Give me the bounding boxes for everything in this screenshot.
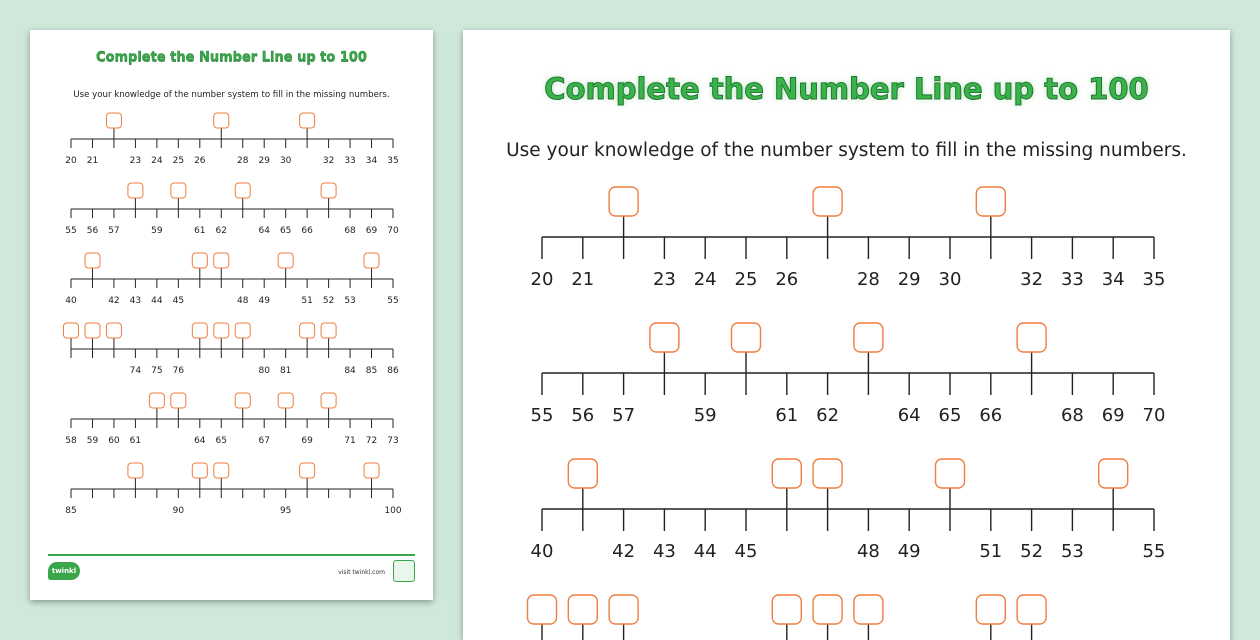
answer-box[interactable] — [300, 113, 315, 128]
tick-label: 30 — [279, 156, 292, 166]
tick-label: 57 — [612, 405, 636, 426]
answer-box[interactable] — [321, 183, 336, 198]
tick-label: 85 — [65, 506, 77, 516]
answer-box[interactable] — [214, 323, 229, 338]
twinkl-logo: twinkl — [48, 562, 80, 580]
tick-label: 32 — [322, 156, 335, 166]
tick-label: 66 — [301, 226, 313, 236]
tick-label: 33 — [344, 156, 356, 166]
tick-label: 55 — [65, 226, 77, 236]
answer-box[interactable] — [364, 463, 379, 478]
answer-box[interactable] — [609, 595, 638, 624]
tick-label: 62 — [816, 405, 840, 426]
answer-box[interactable] — [609, 187, 638, 216]
tick-label: 90 — [172, 506, 185, 516]
tick-label: 56 — [571, 405, 595, 426]
answer-box[interactable] — [976, 187, 1005, 216]
tick-label: 59 — [151, 226, 163, 236]
answer-box[interactable] — [568, 595, 597, 624]
answer-box[interactable] — [1017, 595, 1046, 624]
tick-label: 76 — [172, 366, 185, 376]
tick-label: 59 — [693, 405, 717, 426]
tick-label: 53 — [1060, 541, 1084, 562]
number-line-1 — [531, 187, 1166, 290]
footer-url: visit twinkl.com — [338, 569, 385, 576]
tick-label: 35 — [387, 156, 399, 166]
badge-icon — [393, 560, 415, 582]
tick-label: 59 — [86, 436, 99, 446]
tick-label: 84 — [344, 366, 356, 376]
number-line-2 — [531, 323, 1166, 426]
tick-label: 100 — [384, 506, 402, 516]
tick-label: 40 — [530, 541, 554, 562]
tick-label: 71 — [344, 436, 356, 446]
answer-box[interactable] — [64, 323, 79, 338]
tick-label: 85 — [365, 366, 378, 376]
answer-box[interactable] — [106, 113, 121, 128]
tick-label: 20 — [530, 269, 554, 290]
tick-label: 73 — [387, 436, 399, 446]
tick-label: 51 — [979, 541, 1003, 562]
tick-label: 64 — [194, 436, 206, 446]
tick-label: 57 — [108, 226, 120, 236]
tick-label: 80 — [258, 366, 270, 376]
tick-label: 42 — [108, 296, 120, 306]
tick-label: 58 — [65, 436, 77, 446]
answer-box[interactable] — [235, 323, 250, 338]
tick-label: 68 — [1060, 405, 1084, 426]
answer-box[interactable] — [214, 463, 229, 478]
number-line-2 — [65, 183, 399, 236]
answer-box[interactable] — [732, 323, 761, 352]
tick-label: 34 — [365, 156, 378, 166]
tick-label: 56 — [86, 226, 99, 236]
tick-label: 86 — [387, 366, 399, 376]
tick-label: 52 — [322, 296, 335, 306]
answer-box[interactable] — [171, 183, 186, 198]
tick-label: 26 — [775, 269, 799, 290]
tick-label: 67 — [258, 436, 270, 446]
tick-label: 25 — [172, 156, 185, 166]
tick-label: 44 — [151, 296, 163, 306]
number-line-4 — [528, 595, 1166, 640]
answer-box[interactable] — [128, 463, 143, 478]
answer-box[interactable] — [149, 393, 164, 408]
answer-box[interactable] — [85, 253, 100, 268]
answer-box[interactable] — [813, 187, 842, 216]
answer-box[interactable] — [1017, 323, 1046, 352]
tick-label: 55 — [530, 405, 554, 426]
answer-box[interactable] — [235, 393, 250, 408]
tick-label: 70 — [1142, 405, 1166, 426]
number-line-4 — [64, 323, 399, 376]
worksheet-title: Complete the Number Line up to 100 — [96, 50, 367, 65]
tick-label: 61 — [775, 405, 799, 426]
answer-box[interactable] — [813, 595, 842, 624]
tick-label: 42 — [612, 541, 636, 562]
tick-label: 29 — [897, 269, 921, 290]
tick-label: 40 — [65, 296, 77, 306]
tick-label: 24 — [693, 269, 717, 290]
tick-label: 65 — [938, 405, 962, 426]
tick-label: 70 — [387, 226, 399, 236]
answer-box[interactable] — [976, 595, 1005, 624]
tick-label: 43 — [652, 541, 676, 562]
answer-box[interactable] — [214, 113, 229, 128]
tick-label: 52 — [1020, 541, 1044, 562]
answer-box[interactable] — [772, 595, 801, 624]
answer-box[interactable] — [568, 459, 597, 488]
tick-label: 33 — [1060, 269, 1084, 290]
number-line-5 — [65, 393, 398, 446]
tick-label: 61 — [129, 436, 142, 446]
tick-label: 48 — [856, 541, 880, 562]
tick-label: 35 — [1142, 269, 1166, 290]
number-lines-svg-small — [30, 30, 433, 530]
tick-label: 51 — [301, 296, 313, 306]
tick-label: 49 — [897, 541, 921, 562]
worksheet-instruction-large: Use your knowledge of the number system to fill in the missing numbers. — [506, 140, 1187, 161]
answer-box[interactable] — [321, 323, 336, 338]
answer-box[interactable] — [321, 393, 336, 408]
tick-label: 23 — [129, 156, 142, 166]
tick-label: 45 — [172, 296, 185, 306]
answer-box[interactable] — [235, 183, 250, 198]
tick-label: 55 — [1142, 541, 1166, 562]
tick-label: 28 — [237, 156, 249, 166]
tick-label: 64 — [897, 405, 921, 426]
answer-box[interactable] — [772, 459, 801, 488]
answer-box[interactable] — [171, 393, 186, 408]
tick-label: 69 — [365, 226, 378, 236]
tick-label: 65 — [279, 226, 292, 236]
tick-label: 75 — [151, 366, 163, 376]
tick-label: 48 — [237, 296, 249, 306]
answer-box[interactable] — [528, 595, 557, 624]
tick-label: 53 — [344, 296, 356, 306]
tick-label: 72 — [365, 436, 378, 446]
answer-box[interactable] — [854, 323, 883, 352]
answer-box[interactable] — [300, 463, 315, 478]
tick-label: 21 — [571, 269, 595, 290]
tick-label: 30 — [938, 269, 962, 290]
number-lines-svg-large — [463, 30, 1230, 640]
tick-label: 29 — [258, 156, 270, 166]
answer-box[interactable] — [650, 323, 679, 352]
tick-label: 25 — [734, 269, 758, 290]
number-line-1 — [65, 113, 398, 166]
number-line-6 — [65, 463, 402, 516]
tick-label: 21 — [86, 156, 99, 166]
tick-label: 49 — [258, 296, 270, 306]
answer-box[interactable] — [813, 459, 842, 488]
tick-label: 61 — [194, 226, 206, 236]
answer-box[interactable] — [364, 253, 379, 268]
answer-box[interactable] — [192, 323, 207, 338]
number-line-3 — [531, 459, 1166, 562]
tick-label: 32 — [1020, 269, 1044, 290]
tick-label: 28 — [856, 269, 880, 290]
tick-label: 69 — [301, 436, 313, 446]
tick-label: 81 — [279, 366, 292, 376]
tick-label: 20 — [65, 156, 77, 166]
footer-divider — [48, 554, 415, 556]
answer-box[interactable] — [278, 253, 293, 268]
answer-box[interactable] — [854, 595, 883, 624]
answer-box[interactable] — [192, 253, 207, 268]
answer-box[interactable] — [278, 393, 293, 408]
answer-box[interactable] — [1099, 459, 1128, 488]
answer-box[interactable] — [300, 323, 315, 338]
tick-label: 34 — [1101, 269, 1125, 290]
number-line-3 — [65, 253, 398, 306]
tick-label: 55 — [387, 296, 399, 306]
tick-label: 95 — [279, 506, 292, 516]
tick-label: 64 — [258, 226, 270, 236]
tick-label: 68 — [344, 226, 356, 236]
tick-label: 69 — [1101, 405, 1125, 426]
tick-label: 44 — [693, 541, 717, 562]
answer-box[interactable] — [936, 459, 965, 488]
answer-box[interactable] — [128, 183, 143, 198]
tick-label: 66 — [979, 405, 1003, 426]
worksheet-zoomed — [463, 30, 1230, 640]
answer-box[interactable] — [214, 253, 229, 268]
answer-box[interactable] — [192, 463, 207, 478]
tick-label: 43 — [129, 296, 142, 306]
tick-label: 23 — [652, 269, 676, 290]
tick-label: 60 — [108, 436, 120, 446]
tick-label: 45 — [734, 541, 758, 562]
answer-box[interactable] — [85, 323, 100, 338]
tick-label: 62 — [215, 226, 227, 236]
worksheet-thumbnail — [30, 30, 433, 600]
answer-box[interactable] — [106, 323, 121, 338]
tick-label: 26 — [194, 156, 206, 166]
tick-label: 65 — [215, 436, 227, 446]
tick-label: 74 — [129, 366, 142, 376]
tick-label: 24 — [151, 156, 163, 166]
worksheet-instruction: Use your knowledge of the number system to fill in the missing numbers. — [73, 90, 390, 100]
worksheet-title-large: Complete the Number Line up to 100 — [544, 72, 1149, 106]
